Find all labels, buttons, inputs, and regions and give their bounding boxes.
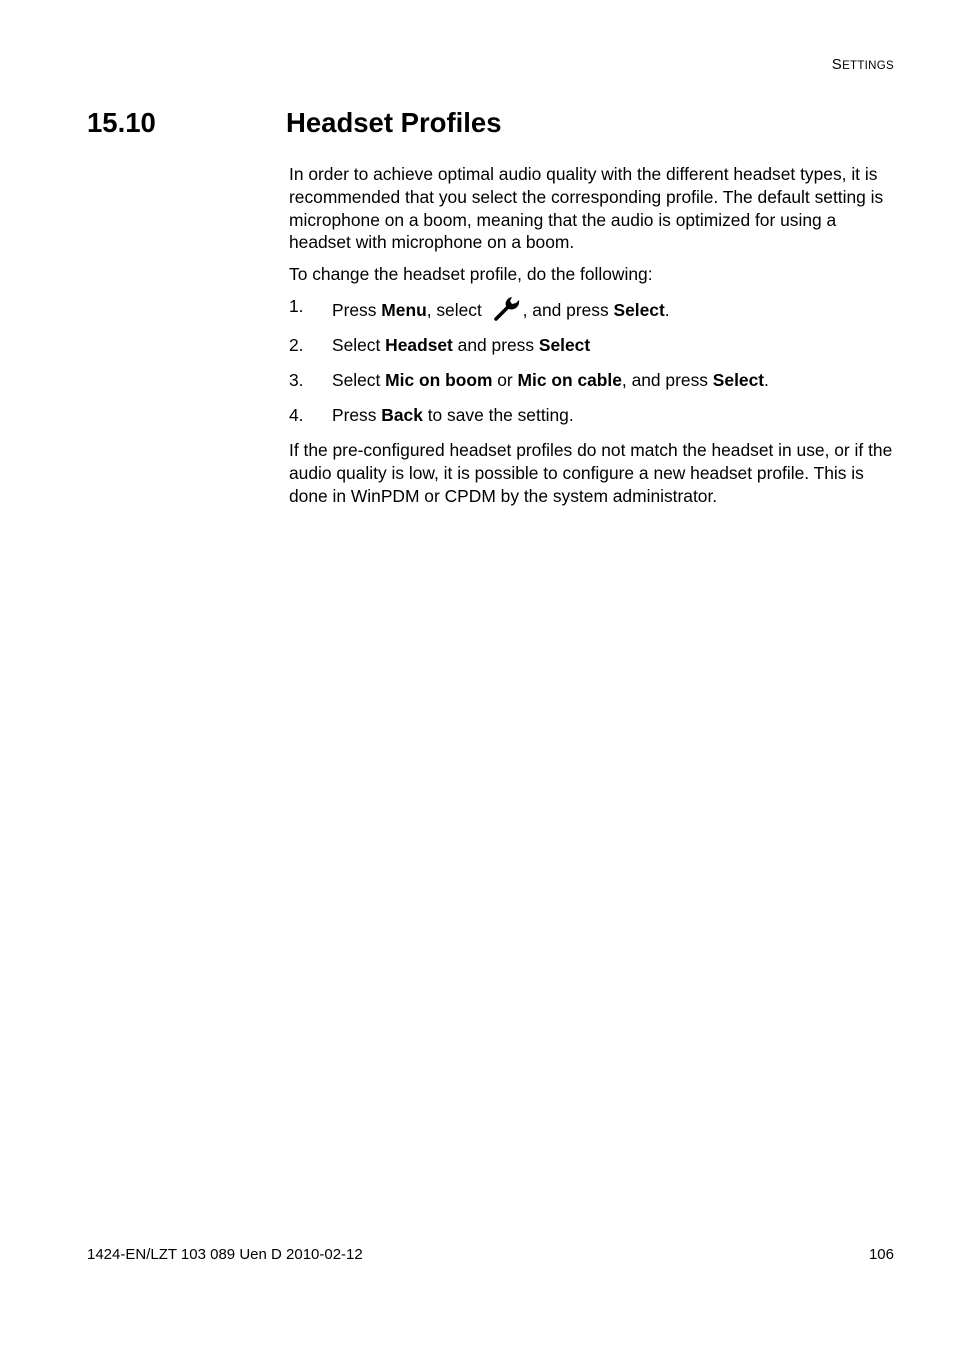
body-text xyxy=(289,163,899,516)
mic-on-boom-label: Mic on boom xyxy=(385,369,493,390)
step-item xyxy=(289,334,899,357)
step-text-part: Select xyxy=(332,369,386,390)
step-text xyxy=(332,369,769,392)
section-number: 15.10 xyxy=(87,107,156,138)
select-key-label: Select xyxy=(613,299,665,320)
section-title: Headset Profiles xyxy=(286,107,502,138)
step-number: 3. xyxy=(289,369,304,390)
step-text-part: , and press xyxy=(522,299,614,320)
closing-paragraph: If the pre-configured headset profiles do not match the headset in use, or if the audio quality is low, it is possible to configure a new headset profile. This is done in WinPDM or CPDM by the system administrator. xyxy=(289,439,893,506)
procedure-steps xyxy=(289,295,899,427)
step-number: 2. xyxy=(289,334,304,355)
mic-on-cable-label: Mic on cable xyxy=(517,369,622,390)
step-text-part: Press xyxy=(332,299,382,320)
step-item xyxy=(289,295,899,322)
wrench-icon xyxy=(493,295,521,321)
step-text-part: or xyxy=(492,369,518,390)
select-key-label: Select xyxy=(538,334,591,355)
section-heading xyxy=(87,107,894,139)
step-item xyxy=(289,369,899,392)
intro-paragraph: In order to achieve optimal audio quality with the different headset types, it is recommended that you select the corresponding profile. The default setting is microphone on a boom, meaning that the audio is optimized for using a headset with microphone on a boom. xyxy=(289,164,884,253)
step-number: 1. xyxy=(289,295,304,316)
step-text xyxy=(332,404,574,427)
headset-menu-label: Headset xyxy=(385,334,453,355)
step-item xyxy=(289,404,899,427)
step-text-part: Press xyxy=(332,404,382,425)
back-key-label: Back xyxy=(381,404,423,425)
lead-in-paragraph: To change the headset profile, do the following: xyxy=(289,264,653,285)
select-key-label: Select xyxy=(712,369,765,390)
step-text-part: Select xyxy=(332,334,386,355)
document-id: 1424-EN/LZT 103 089 Uen D 2010-02-12 xyxy=(87,1246,363,1263)
step-text-part: . xyxy=(764,369,769,390)
step-text-part: , select xyxy=(426,299,487,320)
page-footer xyxy=(87,1246,894,1263)
step-number: 4. xyxy=(289,404,304,425)
step-text xyxy=(332,295,670,322)
running-header xyxy=(832,56,894,73)
step-text-part: to save the setting. xyxy=(422,404,574,425)
step-text-part: , and press xyxy=(621,369,713,390)
step-text-part: . xyxy=(664,299,670,320)
page-number: 106 xyxy=(868,1246,894,1263)
menu-key-label: Menu xyxy=(381,299,427,320)
running-header-rest: ETTINGS xyxy=(842,60,894,72)
running-header-initial: S xyxy=(831,56,843,73)
step-text xyxy=(332,334,590,357)
step-text-part: and press xyxy=(452,334,539,355)
